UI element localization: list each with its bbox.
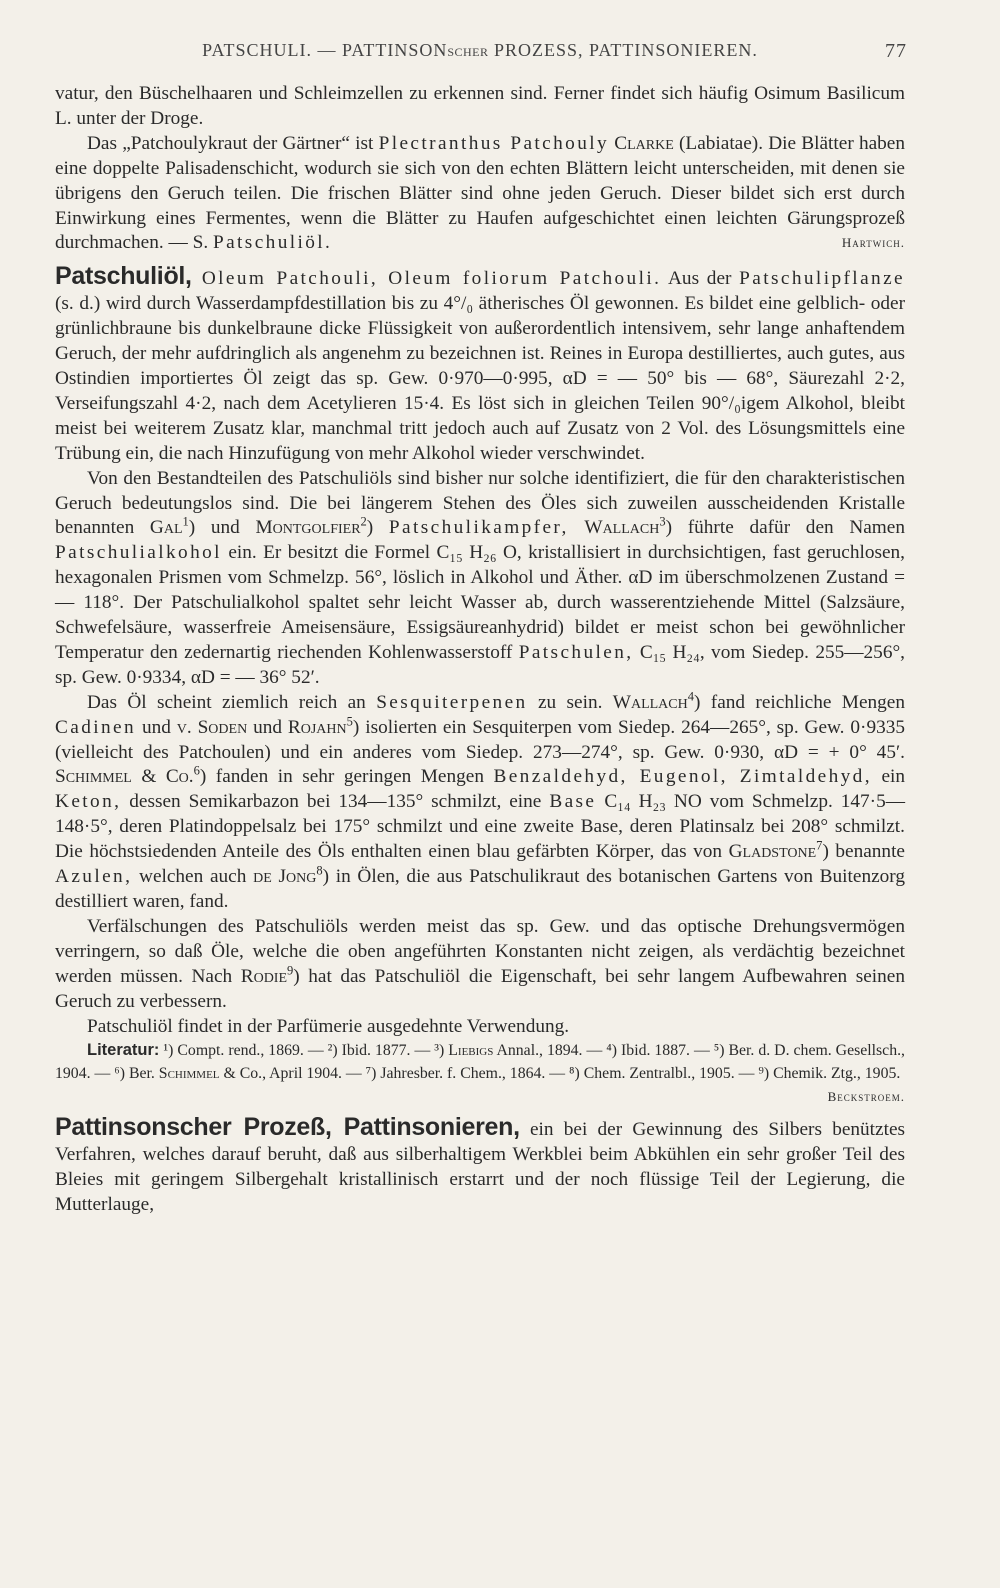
article-body	[55, 82, 905, 1218]
running-header	[55, 40, 905, 70]
entry-patschulioel: Patschuliöl, Oleum Patchouli, Oleum foliorum Patchouli. Aus der Patschulipflanze (s. d.) wird durch Wasserdampfdestillation bis zu 4°/₀ ätherisches Öl gewonnen. Es bildet eine gelblich- oder grünlichbraune bis dunkelbraune dicke Flüssigkeit von außerordentlich intensivem, sehr lange anhaftendem Geruch, der mehr aufdringlich als angenehm zu bezeichnen ist. Reines in Europa destilliertes, auch gutes, aus Ostindien importiertes Öl zeigt das sp. Gew. 0·970—0·995, αD = — 50° bis — 68°, Säurezahl 2·2, Verseifungszahl 4·2, nach dem Acetylieren 15·4. Es löst sich in gleichen Teilen 90°/₀igem Alkohol, bleibt meist bei weiterem Zusatz klar, manchmal tritt jedoch auch auf Zusatz von 2 Vol. des Lösungsmittels eine Trübung ein, die nach Hinzufügung von mehr Alkohol wieder verschwindet.	[55, 262, 905, 464]
paragraph: vatur, den Büschelhaaren und Schleimzellen zu erkennen sind. Ferner findet sich häufig Osimum Basilicum L. unter der Droge.	[55, 83, 905, 129]
paragraph: Das „Patchoulykraut der Gärtner“ ist Plectranthus Patchouly Clarke (Labiatae). Die Blätter haben eine doppelte Palisadenschicht, wodurch sie sich von den echten Blättern leicht unterscheiden, mit denen sie übrigens den Geruch teilen. Die frischen Blätter sind ohne jeden Geruch. Dieser bildet sich erst durch Einwirkung eines Fermentes, wenn die Blätter zu Haufen aufgeschichtet einen leichten Gärungsprozeß durchmachen. — S. Patschuliöl. Hartwich.	[55, 132, 905, 257]
literature-references: Literatur: ¹) Compt. rend., 1869. — ²) Ibid. 1877. — ³) Liebigs Annal., 1894. — ⁴) Ibid. 1887. — ⁵) Ber. d. D. chem. Gesellsch., 1904. — ⁶) Ber. Schimmel & Co., April 1904. — ⁷) Jahresber. f. Chem., 1864. — ⁸) Chem. Zentralbl., 1905. — ⁹) Chemik. Ztg., 1905. Beckstroem.	[55, 1039, 905, 1085]
running-title: PATSCHULI. — PATTINSONSCHER PROZESS, PATTINSONIEREN.	[202, 40, 758, 60]
headword: Patschuliöl,	[55, 262, 192, 291]
paragraph: Verfälschungen des Patschuliöls werden meist das sp. Gew. und das optische Drehungsvermögen verringern, so daß Öle, welche die oben angeführten Konstanten nicht zeigen, als verdächtig bezeichnet werden müssen. Nach Rodie$^9$) hat das Patschuliöl die Eigenschaft, bei sehr langem Aufbewahren seinen Geruch zu verbessern.	[55, 915, 905, 1012]
entry-pattinsonieren: Pattinsonscher Prozeß, Pattinsonieren, ein bei der Gewinnung des Silbers benütztes Verfahren, welches darauf beruht, daß aus silberhaltigem Werkblei beim Abkühlen ein sehr großer Teil des Bleies mit geringem Silbergehalt kristallinisch erstarrt und der noch flüssige Teil der Legierung, die Mutterlauge,	[55, 1113, 906, 1216]
author-signature: Beckstroem.	[827, 1089, 905, 1105]
literature-label: Literatur:	[87, 1041, 160, 1060]
page-number: 77	[885, 40, 907, 62]
paragraph: Das Öl scheint ziemlich reich an Sesquiterpenen zu sein. Wallach$^4$) fand reichliche Mengen Cadinen und v. Soden und Rojahn$^5$) isolierten ein Sesquiterpen vom Siedep. 264—265°, sp. Gew. 0·9335 (vielleicht des Patchoulen) und ein anderes vom Siedep. 273—274°, sp. Gew. 0·930, αD = + 0° 45′. Schimmel & Co.$^6$) fanden in sehr geringen Mengen Benzaldehyd, Eugenol, Zimtaldehyd, ein Keton, dessen Semikarbazon bei 134—135° schmilzt, eine Base C₁₄ H₂₃ NO vom Schmelzp. 147·5—148·5°, deren Platindoppelsalz bei 175° schmilzt und eine zweite Base, deren Platinsalz bei 208° schmilzt. Die höchstsiedenden Anteile des Öls enthalten einen blau gefärbten Körper, das von Gladstone$^7$) benannte Azulen, welchen auch de Jong$^8$) in Ölen, die aus Patschulikraut des botanischen Gartens von Buitenzorg destilliert waren, fand.	[55, 689, 906, 912]
paragraph: Von den Bestandteilen des Patschuliöls sind bisher nur solche identifiziert, die für den charakteristischen Geruch bedeutungslos sind. Die bei längerem Stehen des Öles sich zuweilen ausscheidenden Kristalle benannten Gal$^1$) und Montgolfier$^2$) Patschulikampfer, Wallach$^3$) führte dafür den Namen Patschulialkohol ein. Er besitzt die Formel C₁₅ H₂₆ O, kristallisiert in durchsichtigen, fast geruchlosen, hexagonalen Prismen vom Schmelzp. 56°, löslich in Alkohol und Äther. αD im überschmolzenen Zustand = — 118°. Der Patschulialkohol spaltet sehr leicht Wasser ab, durch wasserentziehende Mittel (Salzsäure, Schwefelsäure, wasserfreie Ameisensäure, Essigsäureanhydrid) bildet er meist schon bei gewöhnlicher Temperatur den zedernartig riechenden Kohlenwasserstoff Patschulen, C₁₅ H₂₄, vom Siedep. 255—256°, sp. Gew. 0·9334, αD = — 36° 52′.	[55, 467, 905, 688]
headword: Pattinsonscher Prozeß, Pattinsonieren,	[55, 1113, 520, 1142]
paragraph: Patschuliöl findet in der Parfümerie ausgedehnte Verwendung.	[87, 1015, 570, 1037]
author-signature: Hartwich.	[841, 235, 905, 251]
